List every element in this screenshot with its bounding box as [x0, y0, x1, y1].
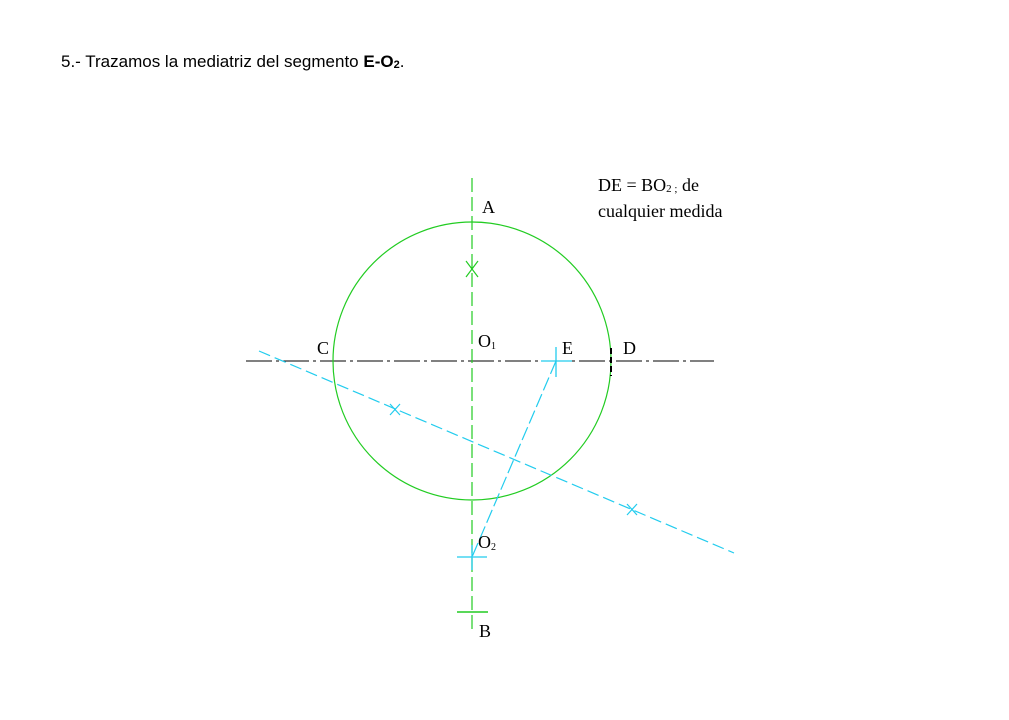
note-line1-subscript: 2 ;: [666, 183, 678, 195]
side-note-line2: cualquier medida: [598, 201, 723, 221]
label-d: D: [623, 338, 636, 358]
label-c: C: [317, 338, 330, 358]
perpendicular-bisector: [259, 351, 734, 553]
arc-mark-bisector-right: [627, 504, 637, 515]
heading-suffix: .: [399, 52, 405, 71]
note-line1-prefix: DE = BO: [598, 175, 667, 195]
label-o2: [478, 532, 496, 553]
label-e: E: [562, 338, 573, 358]
label-o1: [478, 331, 496, 352]
side-note: [598, 174, 722, 222]
side-note-line1: [598, 174, 722, 200]
label-o2-subscript: 2: [491, 542, 496, 553]
label-o1-subscript: 1: [491, 341, 496, 352]
label-o2-letter: O: [478, 532, 491, 552]
heading-segment-text: E-O: [363, 52, 394, 71]
label-a: A: [482, 197, 495, 217]
note-line1-suffix: de: [677, 175, 699, 195]
label-o1-letter: O: [478, 331, 491, 351]
heading-prefix: 5.- Trazamos la mediatriz del segmento: [61, 52, 364, 71]
arc-mark-bisector-left: [390, 404, 400, 415]
label-b: B: [479, 621, 492, 641]
heading-segment-subscript: 2: [393, 59, 400, 71]
